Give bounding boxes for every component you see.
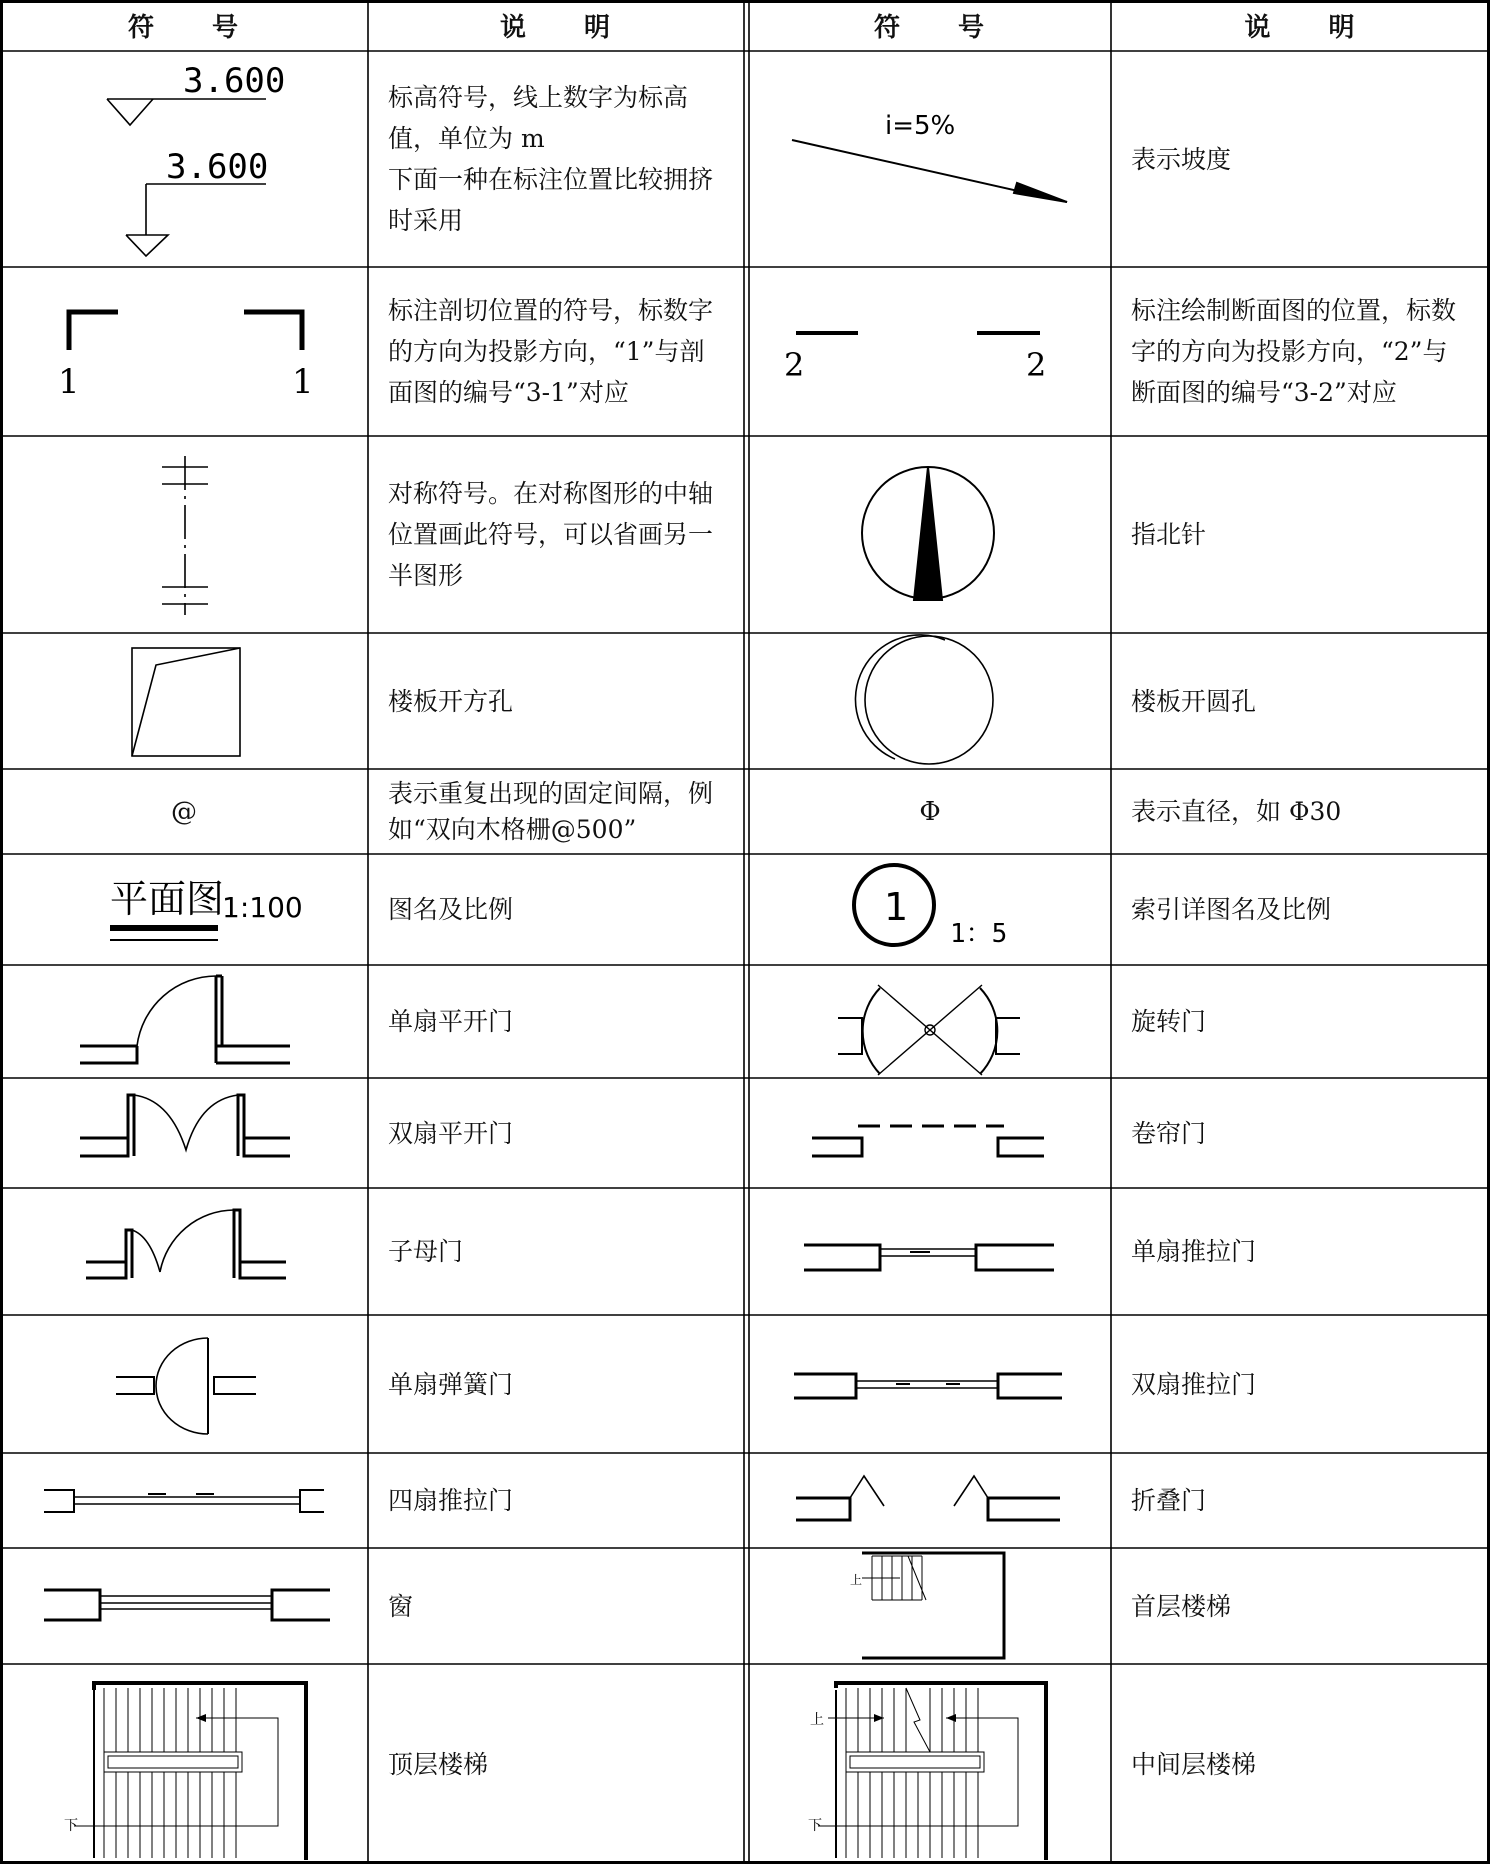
phi-sign-symbol: Φ	[919, 796, 941, 827]
index-number: 1	[884, 885, 909, 929]
desc-right-revolving: 旋转门	[1131, 1007, 1207, 1036]
folding-door-symbol	[796, 1476, 1060, 1520]
header-desc-right: 说 明	[1244, 13, 1357, 43]
desc-left-interval: 表示重复出现的固定间隔，例如“双向木格栅@500”	[388, 778, 714, 844]
desc-right-index: 索引详图名及比例	[1131, 895, 1332, 924]
rolling-door-symbol	[812, 1126, 1044, 1156]
desc-left-four-leaf: 四扇推拉门	[388, 1486, 514, 1515]
sectional-number-left: 2	[784, 346, 805, 384]
desc-left-square-opening: 楼板开方孔	[388, 686, 514, 716]
drawing-name: 平面图	[110, 877, 225, 921]
desc-left-single-swing: 单扇平开门	[388, 1007, 514, 1036]
elevation-value-bottom: 3.600	[166, 147, 269, 187]
drawing-scale: 1:100	[222, 891, 303, 924]
four-leaf-sliding-door-symbol	[44, 1490, 324, 1512]
revolving-door-symbol	[838, 985, 1020, 1075]
first-floor-stair-symbol	[850, 1553, 1004, 1658]
header-desc-left: 说 明	[499, 13, 612, 43]
desc-left-symmetry: 对称符号。在对称图形的中轴位置画此符号，可以省画另一半图形	[388, 479, 714, 590]
elevation-symbol	[107, 61, 285, 256]
round-opening-symbol	[855, 635, 993, 764]
double-swing-door-symbol	[80, 1095, 290, 1156]
desc-right-north: 指北针	[1131, 520, 1207, 549]
header-symbol-right: 符 号	[873, 13, 986, 43]
desc-right-slope: 表示坡度	[1131, 144, 1232, 174]
single-sliding-door-symbol	[804, 1245, 1054, 1270]
single-swing-door-symbol	[80, 976, 290, 1063]
desc-left-double-swing: 双扇平开门	[388, 1118, 514, 1148]
desc-right-diameter: 表示直径，如 Φ30	[1131, 797, 1342, 826]
section-number-left: 1	[58, 362, 80, 402]
north-arrow-symbol	[862, 467, 994, 600]
spring-door-symbol	[116, 1338, 256, 1434]
desc-right-folding: 折叠门	[1131, 1486, 1207, 1515]
sectional-number-right: 2	[1026, 346, 1047, 384]
slope-label: i=5%	[885, 111, 956, 141]
desc-right-first-stair: 首层楼梯	[1131, 1591, 1232, 1621]
elevation-value-top: 3.600	[183, 61, 286, 101]
at-sign-symbol: @	[171, 796, 197, 827]
index-symbol	[854, 865, 1007, 949]
desc-right-double-sliding: 双扇推拉门	[1131, 1369, 1257, 1399]
desc-left-section: 标注剖切位置的符号，标数字的方向为投影方向，“1”与剖面图的编号“3-1”对应	[388, 296, 714, 407]
desc-right-middle-stair: 中间层楼梯	[1131, 1749, 1257, 1779]
desc-right-rolling: 卷帘门	[1131, 1118, 1207, 1148]
stair-down-label-mid: 下	[808, 1818, 822, 1834]
middle-floor-stair-symbol	[808, 1683, 1046, 1860]
drawing-title-symbol	[110, 877, 303, 940]
section-number-right: 1	[292, 362, 314, 402]
square-opening-symbol	[132, 648, 240, 756]
desc-right-single-sliding: 单扇推拉门	[1131, 1237, 1257, 1266]
desc-right-round-opening: 楼板开圆孔	[1131, 686, 1257, 716]
stair-up-label-mid: 上	[810, 1712, 824, 1728]
slope-symbol	[792, 111, 1067, 202]
desc-left-elevation: 标高符号，线上数字为标高值，单位为 m 下面一种在标注位置比较拥挤时采用	[388, 83, 714, 235]
desc-right-sectional: 标注绘制断面图的位置，标数字的方向为投影方向，“2”与断面图的编号“3-2”对应	[1131, 296, 1457, 407]
desc-left-mother-son: 子母门	[388, 1237, 464, 1266]
stair-up-label: 上	[850, 1573, 863, 1587]
section-cut-symbol	[58, 312, 314, 402]
window-symbol	[44, 1590, 330, 1620]
stair-down-label-left: 下	[64, 1818, 78, 1834]
desc-left-window: 窗	[388, 1591, 414, 1621]
sectional-cut-symbol	[784, 333, 1046, 384]
desc-left-top-stair: 顶层楼梯	[388, 1749, 489, 1779]
header-symbol-left: 符 号	[127, 13, 240, 43]
symmetry-symbol	[162, 456, 208, 615]
double-sliding-door-symbol	[794, 1374, 1062, 1398]
top-floor-stair-symbol	[64, 1683, 306, 1860]
desc-left-spring: 单扇弹簧门	[388, 1369, 514, 1399]
desc-left-drawing-title: 图名及比例	[388, 895, 514, 924]
mother-son-door-symbol	[86, 1210, 286, 1278]
index-scale: 1：5	[950, 919, 1008, 949]
